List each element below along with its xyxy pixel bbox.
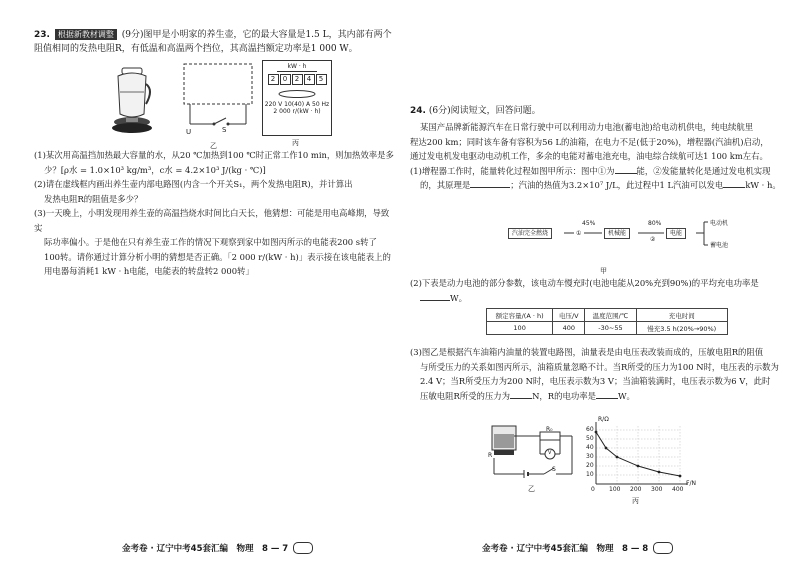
meter-digit: 5 bbox=[316, 74, 327, 85]
flow-end-box: 电能 bbox=[666, 228, 686, 239]
graph-ytick: 60 bbox=[586, 426, 594, 433]
publisher-logo-icon bbox=[293, 542, 313, 554]
meter-disc-icon bbox=[277, 89, 317, 99]
graph-grid bbox=[596, 426, 680, 484]
meter-spec-2: 2 000 r/(kW · h) bbox=[273, 108, 321, 115]
flow-percent-1: 45% bbox=[582, 220, 596, 227]
q24-header bbox=[410, 104, 790, 118]
graph-ytick: 30 bbox=[586, 453, 594, 460]
flow-out-1: 电动机 bbox=[710, 220, 729, 227]
q24-intro: (6分)阅读短文，回答问题。 bbox=[428, 106, 541, 116]
publisher-logo-icon bbox=[653, 542, 673, 554]
q24-part2 bbox=[410, 276, 792, 305]
q24-part2b: W。 bbox=[450, 292, 467, 303]
q23-tag: 根据新教材调整 bbox=[55, 29, 117, 40]
q24-part3f: W。 bbox=[617, 390, 635, 401]
q24-part3d: 压敏电阻R所受的压力为 bbox=[420, 390, 511, 401]
circuit-label: 乙 bbox=[528, 485, 535, 493]
q24-part3e: N，R的电功率是 bbox=[532, 390, 596, 401]
table-cell: 慢充3.5 h(20%→90%) bbox=[636, 322, 727, 335]
right-page bbox=[400, 0, 800, 566]
graph-ytick: 10 bbox=[586, 471, 594, 478]
flow-mid-box: 机械能 bbox=[604, 228, 630, 239]
left-footer-text: 金考卷 · 辽宁中考45套汇编 物理 8 — 7 bbox=[122, 543, 289, 554]
q23-parts bbox=[34, 148, 394, 279]
energy-flow-diagram bbox=[500, 218, 740, 262]
answer-blank[interactable] bbox=[596, 389, 618, 399]
table-header: 电压/V bbox=[553, 309, 585, 322]
graph-ylabel: R/Ω bbox=[598, 416, 609, 423]
table-header-row bbox=[487, 309, 728, 322]
q23-part1a: (1)某次用高温挡加热最大容量的水，从20 ℃加热到100 ℃时正常工作10 min，则加热效率是多 bbox=[34, 150, 394, 160]
flow-percent-2: 80% bbox=[648, 220, 662, 227]
answer-blank[interactable] bbox=[510, 389, 532, 399]
q24-part1a: (1)增程器工作时，能量转化过程如图甲所示：图中①为 bbox=[410, 165, 615, 176]
table-header: 额定容量/(A · h) bbox=[487, 309, 553, 322]
q24-passage bbox=[410, 120, 792, 193]
battery-params-table bbox=[486, 308, 728, 335]
answer-blank[interactable] bbox=[723, 178, 745, 188]
table-header: 充电时间 bbox=[636, 309, 727, 322]
q24-part1d: ；汽油的热值为3.2×10⁷ J/L，此过程中1 L汽油可以发电 bbox=[510, 180, 724, 190]
label-r0: R₀ bbox=[546, 426, 553, 433]
q24-part1c: 的，其原理是 bbox=[420, 180, 471, 190]
q24-part3c: 2.4 V；当R所受压力为200 N时，电压表示数为3 V；当油箱装满时，电压表示数为6 V，此时 bbox=[420, 376, 771, 386]
answer-blank[interactable] bbox=[470, 178, 510, 188]
q23-part1b: 少？[ρ水 = 1.0×10³ kg/m³，c水 = 4.2×10³ J/(kg · ℃)] bbox=[44, 164, 266, 175]
q23-part2a: (2)请在虚线框内画出养生壶内部电路图(内含一个开关S₁，两个发热电阻R)，并计算出 bbox=[34, 179, 353, 189]
passage-line-2: 程达200 km；同时该车备有容积为56 L的油箱，在电力不足(低于20%)，增程器(汽油机)启动， bbox=[410, 136, 769, 147]
meter-unit: kW · h bbox=[277, 63, 317, 72]
graph-xlabel: F/N bbox=[686, 480, 696, 487]
meter-digit: 2 bbox=[268, 74, 279, 85]
graph-xtick: 400 bbox=[672, 486, 684, 493]
table-row bbox=[487, 322, 728, 335]
kettle-figure bbox=[108, 64, 156, 142]
graph-xtick: 0 bbox=[591, 486, 595, 493]
table-header: 温度范围/℃ bbox=[585, 309, 636, 322]
q24-part3a: (3)图乙是根据汽车油箱内油量的装置电路图，油量表是由电压表改装而成的，压敏电阻R的阻值 bbox=[410, 347, 764, 357]
graph-xtick: 300 bbox=[651, 486, 663, 493]
q24-part2a: (2)下表是动力电池的部分参数，该电动车慢充时(电池电能从20%充到90%)的平均充电功率是 bbox=[410, 278, 759, 288]
answer-blank[interactable] bbox=[420, 291, 450, 301]
meter-digit: 4 bbox=[304, 74, 315, 85]
q23-part2b: 发热电阻R的阻值是多少？ bbox=[44, 193, 143, 204]
q24-part3b: 与所受压力的关系如图丙所示，油箱质量忽略不计。当R所受的压力为100 N时，电压表的示数为 bbox=[420, 361, 779, 372]
q24-number: 24. bbox=[410, 106, 426, 116]
right-footer bbox=[482, 542, 673, 555]
label-u: U bbox=[186, 128, 192, 136]
q23-part3b: 际功率偏小。于是他在只有养生壶工作的情况下观察到家中如图丙所示的电能表200 s转了 bbox=[44, 237, 377, 247]
meter-digits bbox=[263, 74, 331, 85]
right-footer-text: 金考卷 · 辽宁中考45套汇编 物理 8 — 8 bbox=[482, 543, 649, 554]
table-cell: -30~55 bbox=[585, 322, 636, 335]
graph-xtick: 100 bbox=[609, 486, 621, 493]
flow-node-1: ① bbox=[576, 230, 582, 237]
table-cell: 100 bbox=[487, 322, 553, 335]
graph-ytick: 20 bbox=[586, 462, 594, 469]
label-r: R bbox=[488, 452, 493, 459]
q23-number: 23. bbox=[34, 30, 50, 40]
q23-intro: (9分)图甲是小明家的养生壶，它的最大容量是1.5 L，其内部有两个阻值相同的发热电阻R，有低温和高温两个挡位，其高温挡额定功率是1 000 W。 bbox=[34, 30, 392, 54]
flow-arrows-icon bbox=[500, 218, 740, 262]
q23-part3c: 100转。请你通过计算分析小明的猜想是否正确。「2 000 r/(kW · h)」表示接在该电能表上的 bbox=[44, 251, 391, 262]
circuit-box-figure bbox=[170, 60, 260, 140]
q24-part3 bbox=[410, 345, 792, 403]
passage-line-1: 某国产品牌新能源汽车在日常行驶中可以利用动力电池(蓄电池)给电动机供电，纯电续航里 bbox=[420, 122, 754, 132]
flow-node-2: ② bbox=[650, 236, 656, 243]
meter-digit: 0 bbox=[280, 74, 291, 85]
q23-part3d: 用电器每消耗1 kW · h电能，电能表的转盘转2 000转」 bbox=[44, 266, 254, 276]
label-s: S bbox=[222, 126, 227, 134]
passage-line-3: 通过发电机发电驱动电动机工作，多余的电能对蓄电池充电，油电综合续航可达1 100 km左右。 bbox=[410, 151, 768, 161]
label-bing: 丙 bbox=[292, 139, 299, 147]
electricity-meter bbox=[262, 60, 332, 136]
resistance-force-graph bbox=[578, 420, 698, 496]
fuel-gauge-circuit bbox=[484, 424, 580, 484]
label-switch-s: S bbox=[552, 466, 556, 473]
left-footer bbox=[122, 542, 313, 555]
q24-part1e: kW · h。 bbox=[745, 180, 781, 190]
answer-blank[interactable] bbox=[615, 164, 637, 174]
meter-spec-1: 220 V 10(40) A 50 Hz bbox=[264, 101, 330, 108]
flow-out-2: 蓄电池 bbox=[710, 242, 729, 249]
flow-start-box: 汽油完全燃烧 bbox=[508, 228, 552, 239]
graph-label: 丙 bbox=[632, 497, 639, 505]
label-yi: 乙 bbox=[210, 142, 217, 150]
graph-ytick: 40 bbox=[586, 444, 594, 451]
label-v: V bbox=[548, 450, 552, 456]
q23-part3a: (3)一天晚上，小明发现用养生壶的高温挡烧水时间比白天长，他猜想：可能是用电高峰期，导致实 bbox=[34, 208, 390, 233]
graph-xtick: 200 bbox=[630, 486, 642, 493]
table-cell: 400 bbox=[553, 322, 585, 335]
q24-part1b: 能，②发能量转化是通过发电机实现 bbox=[636, 165, 771, 176]
q23-header bbox=[34, 28, 394, 56]
graph-ytick: 50 bbox=[586, 435, 594, 442]
flow-label: 甲 bbox=[600, 267, 607, 275]
meter-digit: 2 bbox=[292, 74, 303, 85]
